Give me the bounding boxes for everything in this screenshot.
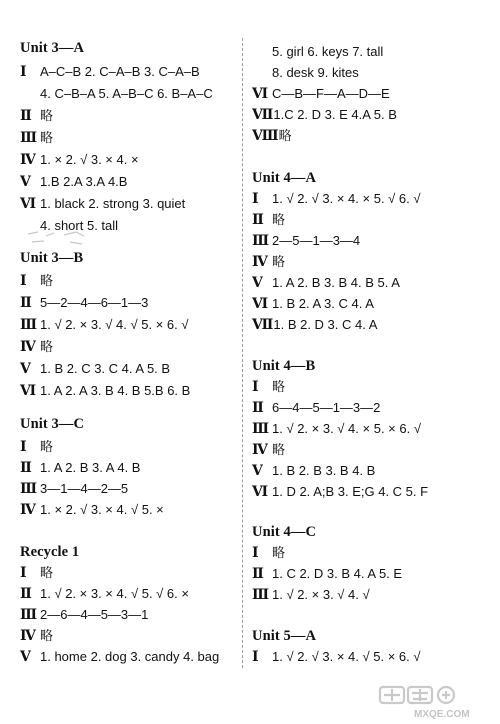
answer-line xyxy=(20,565,53,582)
answer-text: 1. √ 2. × 3. √ 4. √ 5. × 6. √ xyxy=(40,317,189,332)
answer-line xyxy=(252,317,377,334)
answer-text: 1. B 2. A 3. C 4. A xyxy=(272,296,374,311)
answer-line xyxy=(252,379,285,396)
answer-line xyxy=(252,191,421,208)
roman-numeral: Ⅴ xyxy=(252,464,263,479)
roman-numeral: Ⅴ xyxy=(20,650,31,665)
roman-numeral: Ⅲ xyxy=(252,422,270,437)
roman-numeral: Ⅰ xyxy=(20,566,27,581)
answer-text: 略 xyxy=(40,130,54,145)
roman-numeral: Ⅳ xyxy=(20,629,36,644)
section-title: Recycle 1 xyxy=(20,544,80,560)
answer-line xyxy=(20,339,53,356)
answer-line xyxy=(20,586,189,603)
answer-line xyxy=(20,108,53,125)
answer-text: 2—6—4—5—3—1 xyxy=(40,607,149,622)
answer-text: 1.C 2. D 3. E 4.A 5. B xyxy=(273,107,397,122)
answer-line xyxy=(252,65,359,81)
section-title: Unit 4—C xyxy=(252,524,317,540)
roman-numeral: Ⅰ xyxy=(252,192,259,207)
roman-numeral: Ⅳ xyxy=(20,153,36,168)
roman-numeral: Ⅰ xyxy=(252,650,259,665)
answer-line xyxy=(20,481,128,498)
answer-text: 1. √ 2. × 3. √ 4. √ xyxy=(272,587,370,602)
answer-text: 1. black 2. strong 3. quiet xyxy=(40,196,186,211)
answer-text: 1. A 2. B 3. A 4. B xyxy=(40,460,141,475)
roman-numeral: Ⅴ xyxy=(252,276,263,291)
answer-text: 4. short 5. tall xyxy=(40,218,119,233)
answer-line xyxy=(20,383,190,400)
roman-numeral: Ⅲ xyxy=(20,608,38,623)
answer-text: 1. × 2. √ 3. × 4. √ 5. × xyxy=(40,502,164,517)
answer-line xyxy=(20,86,213,102)
answer-text: 1. B 2. C 3. C 4. A 5. B xyxy=(40,361,171,376)
answer-line xyxy=(252,400,380,417)
roman-numeral: Ⅴ xyxy=(20,362,31,377)
answer-line xyxy=(20,439,53,456)
roman-numeral: Ⅵ xyxy=(252,485,269,500)
section-title: Unit 3—C xyxy=(20,416,85,432)
section-title: Unit 4—B xyxy=(252,358,316,374)
roman-numeral: Ⅵ xyxy=(20,197,37,212)
column-divider xyxy=(242,38,243,668)
answer-line xyxy=(20,317,189,334)
answer-line xyxy=(20,196,185,213)
answer-text: 略 xyxy=(278,128,292,143)
roman-numeral: Ⅱ xyxy=(20,296,32,311)
answer-line xyxy=(252,254,285,271)
roman-numeral: Ⅷ xyxy=(252,129,279,144)
section-title: Unit 3—A xyxy=(20,40,85,56)
roman-numeral: Ⅲ xyxy=(252,588,270,603)
answer-line xyxy=(20,649,219,666)
answer-text: 2—5—1—3—4 xyxy=(272,233,361,248)
answer-line xyxy=(20,130,53,147)
scan-smudge xyxy=(24,226,94,248)
answer-text: 1. √ 2. × 3. √ 4. × 5. × 6. √ xyxy=(272,421,421,436)
answer-line xyxy=(252,107,397,124)
answer-line xyxy=(252,212,285,229)
answer-line xyxy=(252,296,374,313)
roman-numeral: Ⅳ xyxy=(20,503,36,518)
answer-line xyxy=(252,649,421,666)
answer-text: 1. B 2. D 3. C 4. A xyxy=(273,317,378,332)
answer-text: 略 xyxy=(272,212,286,227)
roman-numeral: Ⅲ xyxy=(20,318,38,333)
roman-numeral: Ⅱ xyxy=(252,401,264,416)
answer-line xyxy=(252,545,285,562)
roman-numeral: Ⅱ xyxy=(20,461,32,476)
answer-line xyxy=(252,442,285,459)
answer-text: 略 xyxy=(272,379,286,394)
answer-text: 略 xyxy=(272,545,286,560)
answer-text: 1. √ 2. × 3. × 4. √ 5. √ 6. × xyxy=(40,586,189,601)
answer-text: 1. B 2. B 3. B 4. B xyxy=(272,463,376,478)
roman-numeral: Ⅳ xyxy=(252,255,268,270)
answer-text: 1. √ 2. √ 3. × 4. × 5. √ 6. √ xyxy=(272,191,421,206)
roman-numeral: Ⅵ xyxy=(252,87,269,102)
roman-numeral: Ⅳ xyxy=(252,443,268,458)
answer-text: 1. √ 2. √ 3. × 4. √ 5. × 6. √ xyxy=(272,649,421,664)
answer-line xyxy=(252,421,421,438)
roman-numeral: Ⅵ xyxy=(20,384,37,399)
answer-text: 1. × 2. √ 3. × 4. × xyxy=(40,152,139,167)
roman-numeral: Ⅰ xyxy=(20,274,27,289)
section-title: Unit 4—A xyxy=(252,170,317,186)
roman-numeral: Ⅶ xyxy=(252,318,274,333)
answer-text: 4. C–B–A 5. A–B–C 6. B–A–C xyxy=(40,86,213,101)
answer-text: 略 xyxy=(40,273,54,288)
roman-numeral: Ⅰ xyxy=(252,546,259,561)
roman-numeral: Ⅰ xyxy=(252,380,259,395)
section-title: Unit 5—A xyxy=(252,628,317,644)
answer-text: 略 xyxy=(40,439,54,454)
answer-text: 略 xyxy=(272,442,286,457)
answer-text: 5—2—4—6—1—3 xyxy=(40,295,149,310)
answer-text: 1. home 2. dog 3. candy 4. bag xyxy=(40,649,220,664)
roman-numeral: Ⅳ xyxy=(20,340,36,355)
roman-numeral: Ⅵ xyxy=(252,297,269,312)
answer-line xyxy=(20,628,53,645)
answer-text: 略 xyxy=(40,628,54,643)
answer-line xyxy=(20,460,140,477)
roman-numeral: Ⅱ xyxy=(20,587,32,602)
roman-numeral: Ⅲ xyxy=(20,131,38,146)
answer-text: 3—1—4—2—5 xyxy=(40,481,129,496)
roman-numeral: Ⅱ xyxy=(20,109,32,124)
answer-line xyxy=(20,361,170,378)
answer-line xyxy=(20,152,139,169)
answer-line xyxy=(252,128,292,145)
answer-line xyxy=(20,273,53,290)
roman-numeral: Ⅰ xyxy=(20,440,27,455)
roman-numeral: Ⅱ xyxy=(252,213,264,228)
svg-text:MXQE.COM: MXQE.COM xyxy=(414,709,470,720)
watermark-logo xyxy=(376,684,496,720)
roman-numeral: Ⅲ xyxy=(252,234,270,249)
answer-text: 5. girl 6. keys 7. tall xyxy=(272,44,384,59)
roman-numeral: Ⅴ xyxy=(20,175,31,190)
answer-text: A–C–B 2. C–A–B 3. C–A–B xyxy=(40,64,200,79)
answer-text: 6—4—5—1—3—2 xyxy=(272,400,381,415)
answer-text: 略 xyxy=(40,339,54,354)
answer-line xyxy=(20,174,127,191)
roman-numeral: Ⅱ xyxy=(252,567,264,582)
answer-line xyxy=(252,233,360,250)
answer-line xyxy=(20,607,148,624)
answer-text: 略 xyxy=(272,254,286,269)
answer-line xyxy=(252,275,400,292)
roman-numeral: Ⅰ xyxy=(20,65,27,80)
answer-line xyxy=(252,463,375,480)
answer-text: 1. A 2. A 3. B 4. B 5.B 6. B xyxy=(40,383,191,398)
answer-text: 1. D 2. A;B 3. E;G 4. C 5. F xyxy=(272,484,429,499)
answer-line xyxy=(252,484,428,501)
answer-text: 1. A 2. B 3. B 4. B 5. A xyxy=(272,275,400,290)
answer-text: 略 xyxy=(40,108,54,123)
answer-line xyxy=(20,502,164,519)
answer-line xyxy=(252,587,370,604)
answer-text: 8. desk 9. kites xyxy=(272,65,359,80)
answer-text: 1. C 2. D 3. B 4. A 5. E xyxy=(272,566,403,581)
answer-text: 略 xyxy=(40,565,54,580)
answer-line xyxy=(252,44,383,60)
answer-text: C—B—F—A—D—E xyxy=(272,86,390,101)
answer-text: 1.B 2.A 3.A 4.B xyxy=(40,174,128,189)
roman-numeral: Ⅲ xyxy=(20,482,38,497)
section-title: Unit 3—B xyxy=(20,250,84,266)
roman-numeral: Ⅶ xyxy=(252,108,274,123)
answer-line xyxy=(252,86,390,103)
answer-line xyxy=(20,64,200,81)
answer-line xyxy=(20,295,148,312)
answer-line xyxy=(252,566,402,583)
